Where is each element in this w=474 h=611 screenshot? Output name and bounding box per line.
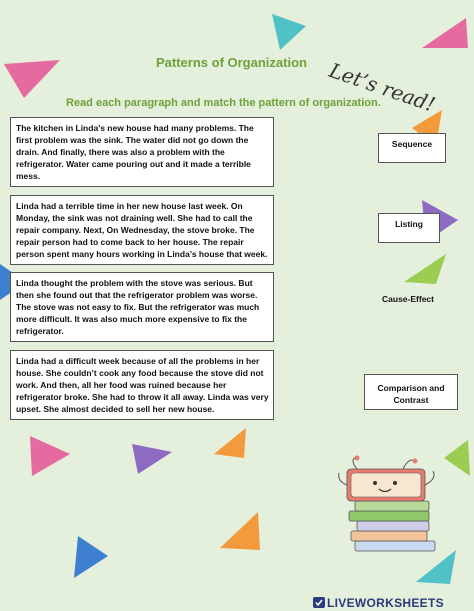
pattern-label-line2: Contrast	[393, 395, 429, 405]
pattern-cause-effect-box[interactable]	[368, 289, 448, 313]
paragraph-line: repair person had to come back to her house. The repair	[16, 237, 244, 247]
paragraph-line: Linda thought the problem with the stove was serious. But	[16, 278, 253, 288]
paragraph-line: Monday, the sink was not draining well. She had to call the	[16, 213, 253, 223]
pattern-label: Listing	[395, 219, 423, 229]
paragraph-box-2[interactable]	[10, 195, 274, 265]
paragraph-line: refrigerator. Water came pouring out and it made a terrible	[16, 159, 251, 169]
paragraph-line: Linda had a terrible time in her new house last week. On	[16, 201, 243, 211]
orange-triangle-bottom-center-icon	[216, 508, 262, 552]
paragraph-line: repair company. Next, On Wednesday, the stove broke. The	[16, 225, 255, 235]
page-title: Patterns of Organization	[156, 55, 307, 70]
pink-triangle-top-far-right-icon	[418, 14, 470, 50]
pink-triangle-top-left-icon	[2, 58, 62, 100]
purple-triangle-center-left-icon	[130, 440, 174, 476]
paragraph-box-1[interactable]	[10, 117, 274, 187]
blue-triangle-bottom-left-icon	[70, 532, 110, 580]
paragraph-line: more difficult. It was also much more expensive to fix the	[16, 314, 247, 324]
paragraph-box-3[interactable]	[10, 272, 274, 342]
teal-triangle-top-right-icon	[268, 12, 308, 52]
paragraph-line: The stove was not easy to fix. But the refrigerator was much	[16, 302, 260, 312]
paragraph-line: house. She couldn’t cook any food because the stove did not	[16, 368, 264, 378]
pattern-sequence-box[interactable]	[378, 133, 446, 163]
pattern-label: Sequence	[391, 139, 433, 149]
paragraph-line: upset. She almost decided to sell her new house.	[16, 404, 215, 414]
lets-read-caption: Let’s read!	[326, 58, 439, 117]
paragraph-line: person spent many hours working in Linda’s house that week.	[16, 249, 268, 259]
stack-of-books-character-icon	[335, 455, 445, 555]
pattern-comparison-contrast-box[interactable]	[364, 374, 458, 410]
green-triangle-right-icon	[400, 250, 450, 286]
pattern-listing-box[interactable]	[378, 213, 440, 243]
pink-triangle-bottom-left-icon	[26, 432, 72, 478]
pattern-label: Cause-Effect	[382, 294, 434, 304]
pattern-label: Comparison and	[377, 383, 445, 393]
paragraph-line: refrigerator.	[16, 326, 64, 336]
paragraph-line: mess.	[16, 171, 41, 181]
orange-triangle-center-icon	[210, 424, 250, 460]
instruction-text: Read each paragraph and match the pattern of organization.	[66, 97, 381, 109]
paragraph-line: work. And then, all her food was ruined because her	[16, 380, 227, 390]
paragraph-line: drain. And finally, there was also a problem with the	[16, 147, 225, 157]
paragraph-line: Linda had a difficult week because of all the problems in her	[16, 356, 260, 366]
paragraph-line: then she found out that the refrigerator problem was worse.	[16, 290, 258, 300]
liveworksheets-logo-icon	[313, 597, 325, 608]
paragraph-line: The kitchen in Linda’s new house had many problems. The	[16, 123, 254, 133]
paragraph-line: refrigerator broke. She had to throw it all away. Linda was very	[16, 392, 269, 402]
paragraph-box-4[interactable]	[10, 350, 274, 420]
liveworksheets-brand[interactable]: LIVEWORKSHEETS	[327, 596, 444, 610]
paragraph-line: first problem was the sink. The water did not go down the	[16, 135, 249, 145]
